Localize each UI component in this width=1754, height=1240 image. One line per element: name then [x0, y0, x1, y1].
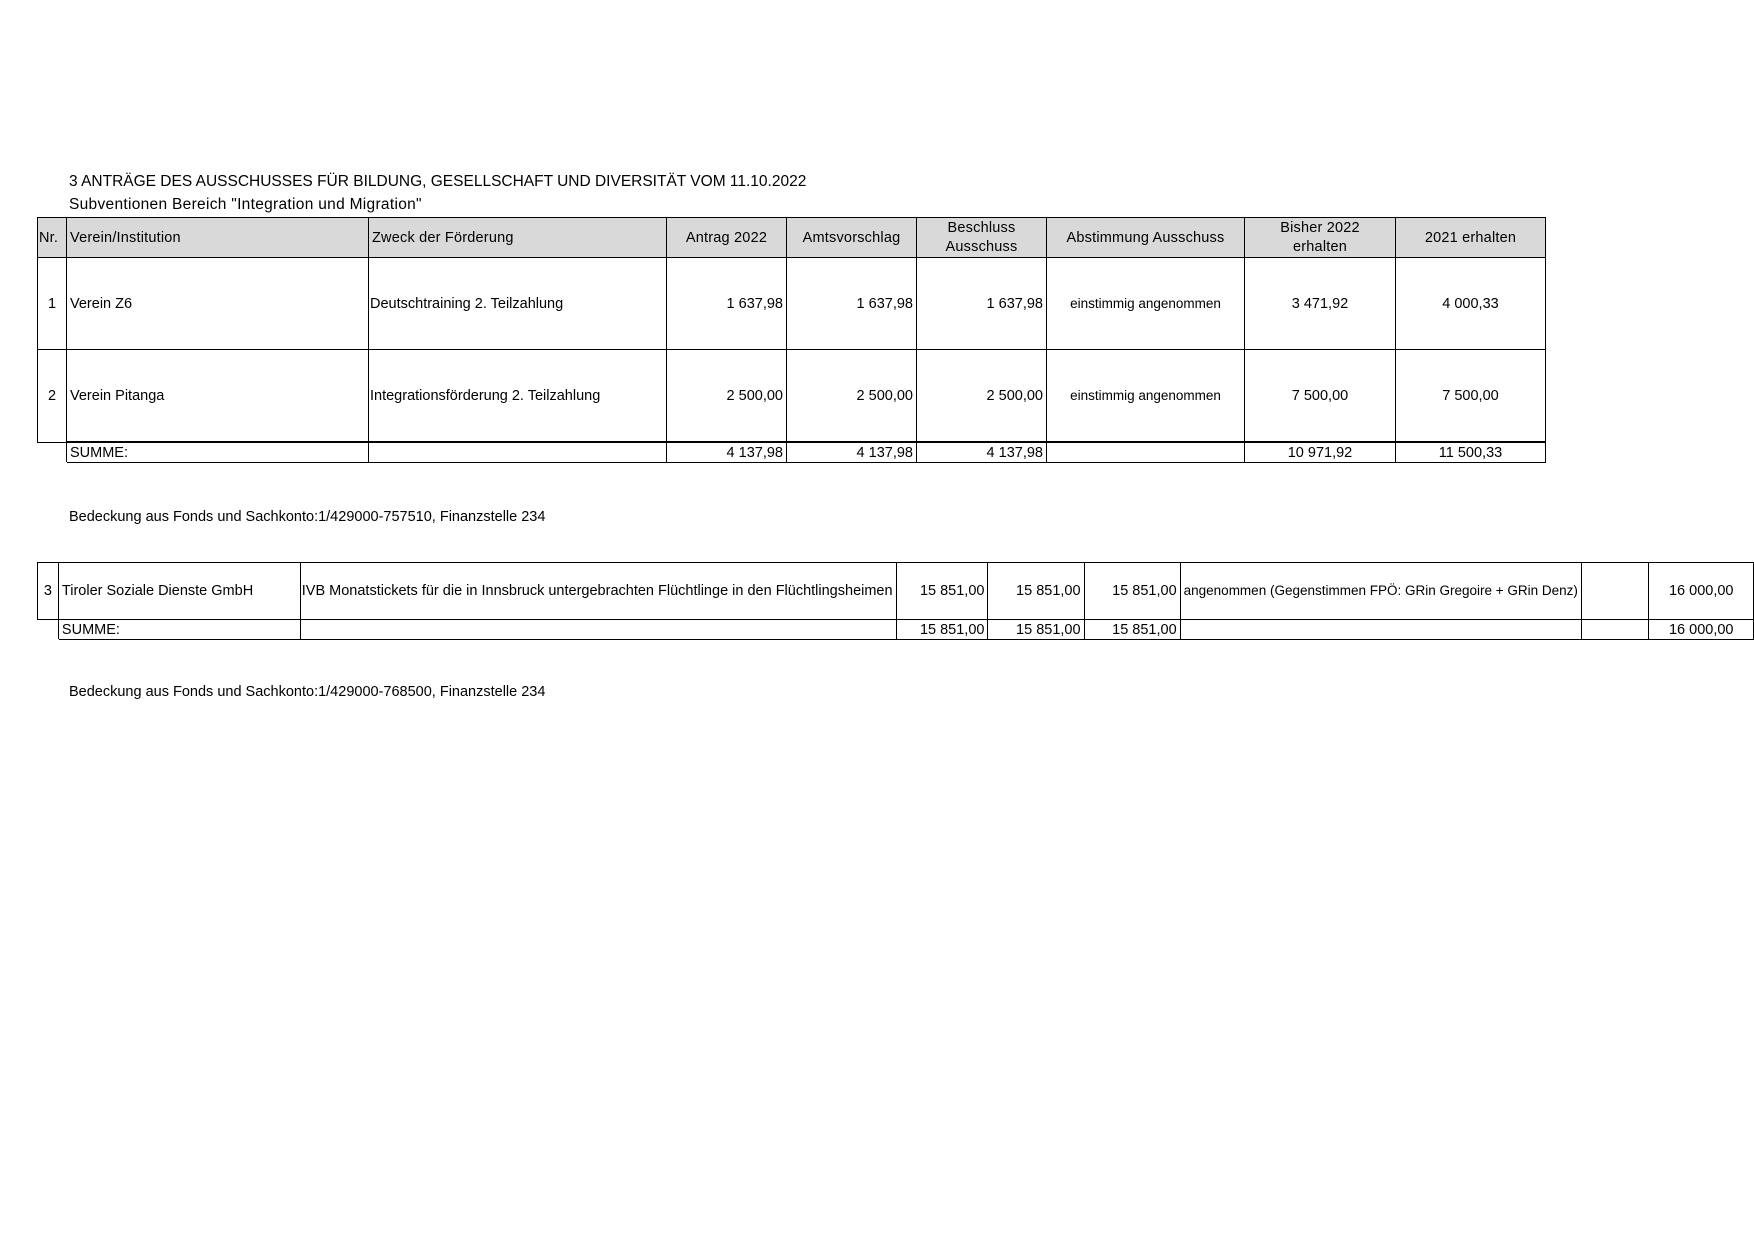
sum-row: [38, 620, 1754, 640]
row-bisher: 7 500,00: [1245, 350, 1396, 443]
sum-2021: 11 500,33: [1396, 442, 1546, 463]
row-antrag: 2 500,00: [667, 350, 787, 443]
row-nr: 1: [38, 258, 67, 350]
subsidies-table-1: [37, 217, 1546, 463]
row-bisher: 3 471,92: [1245, 258, 1396, 350]
table-header-row: [38, 218, 1546, 258]
row-abstimmung: einstimmig angenommen: [1047, 350, 1245, 443]
sum-spacer: [38, 620, 59, 640]
header-antrag: Antrag 2022: [667, 218, 787, 258]
sum-zweck-empty: [300, 620, 896, 640]
sum-antrag: 15 851,00: [896, 620, 988, 640]
sum-zweck-empty: [369, 442, 667, 463]
sum-row: [38, 442, 1546, 463]
funding-note-2: Bedeckung aus Fonds und Sachkonto:1/429000-768500, Finanzstelle 234: [69, 684, 546, 700]
table-row: [38, 258, 1546, 350]
sum-spacer: [38, 442, 67, 463]
sum-bisher: 10 971,92: [1245, 442, 1396, 463]
row-verein: Verein Z6: [67, 258, 369, 350]
funding-note-1: Bedeckung aus Fonds und Sachkonto:1/429000-757510, Finanzstelle 234: [69, 509, 546, 525]
header-bisher: Bisher 2022 erhalten: [1245, 218, 1396, 258]
row-zweck: Deutschtraining 2. Teilzahlung: [369, 258, 667, 350]
subsidies-table-2: [37, 562, 1754, 640]
sum-bisher: [1581, 620, 1649, 640]
sum-amtsvorschlag: 4 137,98: [787, 442, 917, 463]
sum-beschluss: 15 851,00: [1084, 620, 1180, 640]
row-amtsvorschlag: 2 500,00: [787, 350, 917, 443]
row-verein: Verein Pitanga: [67, 350, 369, 443]
row-abstimmung: einstimmig angenommen: [1047, 258, 1245, 350]
header-abstimmung: Abstimmung Ausschuss: [1047, 218, 1245, 258]
row-amtsvorschlag: 15 851,00: [988, 563, 1084, 620]
table-row: [38, 350, 1546, 443]
header-verein: Verein/Institution: [67, 218, 369, 258]
row-2021: 7 500,00: [1396, 350, 1546, 443]
document-title: 3 ANTRÄGE DES AUSSCHUSSES FÜR BILDUNG, GESELLSCHAFT UND DIVERSITÄT VOM 11.10.2022: [69, 173, 807, 190]
row-antrag: 15 851,00: [896, 563, 988, 620]
row-bisher: [1581, 563, 1649, 620]
header-zweck: Zweck der Förderung: [369, 218, 667, 258]
sum-2021: 16 000,00: [1649, 620, 1754, 640]
row-beschluss: 15 851,00: [1084, 563, 1180, 620]
header-beschluss: Beschluss Ausschuss: [917, 218, 1047, 258]
sum-label: SUMME:: [58, 620, 300, 640]
sum-abstimmung-empty: [1047, 442, 1245, 463]
row-2021: 16 000,00: [1649, 563, 1754, 620]
sum-label: SUMME:: [67, 442, 369, 463]
row-abstimmung: angenommen (Gegenstimmen FPÖ: GRin Gregoire + GRin Denz): [1180, 563, 1581, 620]
header-nr: Nr.: [38, 218, 67, 258]
row-zweck: IVB Monatstickets für die in Innsbruck untergebrachten Flüchtlinge in den Flüchtlingsheimen: [300, 563, 896, 620]
row-nr: 2: [38, 350, 67, 443]
header-amtsvorschlag: Amtsvorschlag: [787, 218, 917, 258]
row-nr: 3: [38, 563, 59, 620]
row-2021: 4 000,33: [1396, 258, 1546, 350]
sum-abstimmung-empty: [1180, 620, 1581, 640]
row-antrag: 1 637,98: [667, 258, 787, 350]
row-beschluss: 1 637,98: [917, 258, 1047, 350]
row-verein: Tiroler Soziale Dienste GmbH: [58, 563, 300, 620]
sum-beschluss: 4 137,98: [917, 442, 1047, 463]
row-beschluss: 2 500,00: [917, 350, 1047, 443]
sum-antrag: 4 137,98: [667, 442, 787, 463]
sum-amtsvorschlag: 15 851,00: [988, 620, 1084, 640]
row-amtsvorschlag: 1 637,98: [787, 258, 917, 350]
row-zweck: Integrationsförderung 2. Teilzahlung: [369, 350, 667, 443]
table-row: [38, 563, 1754, 620]
document-subtitle: Subventionen Bereich "Integration und Migration": [69, 196, 422, 213]
header-2021: 2021 erhalten: [1396, 218, 1546, 258]
